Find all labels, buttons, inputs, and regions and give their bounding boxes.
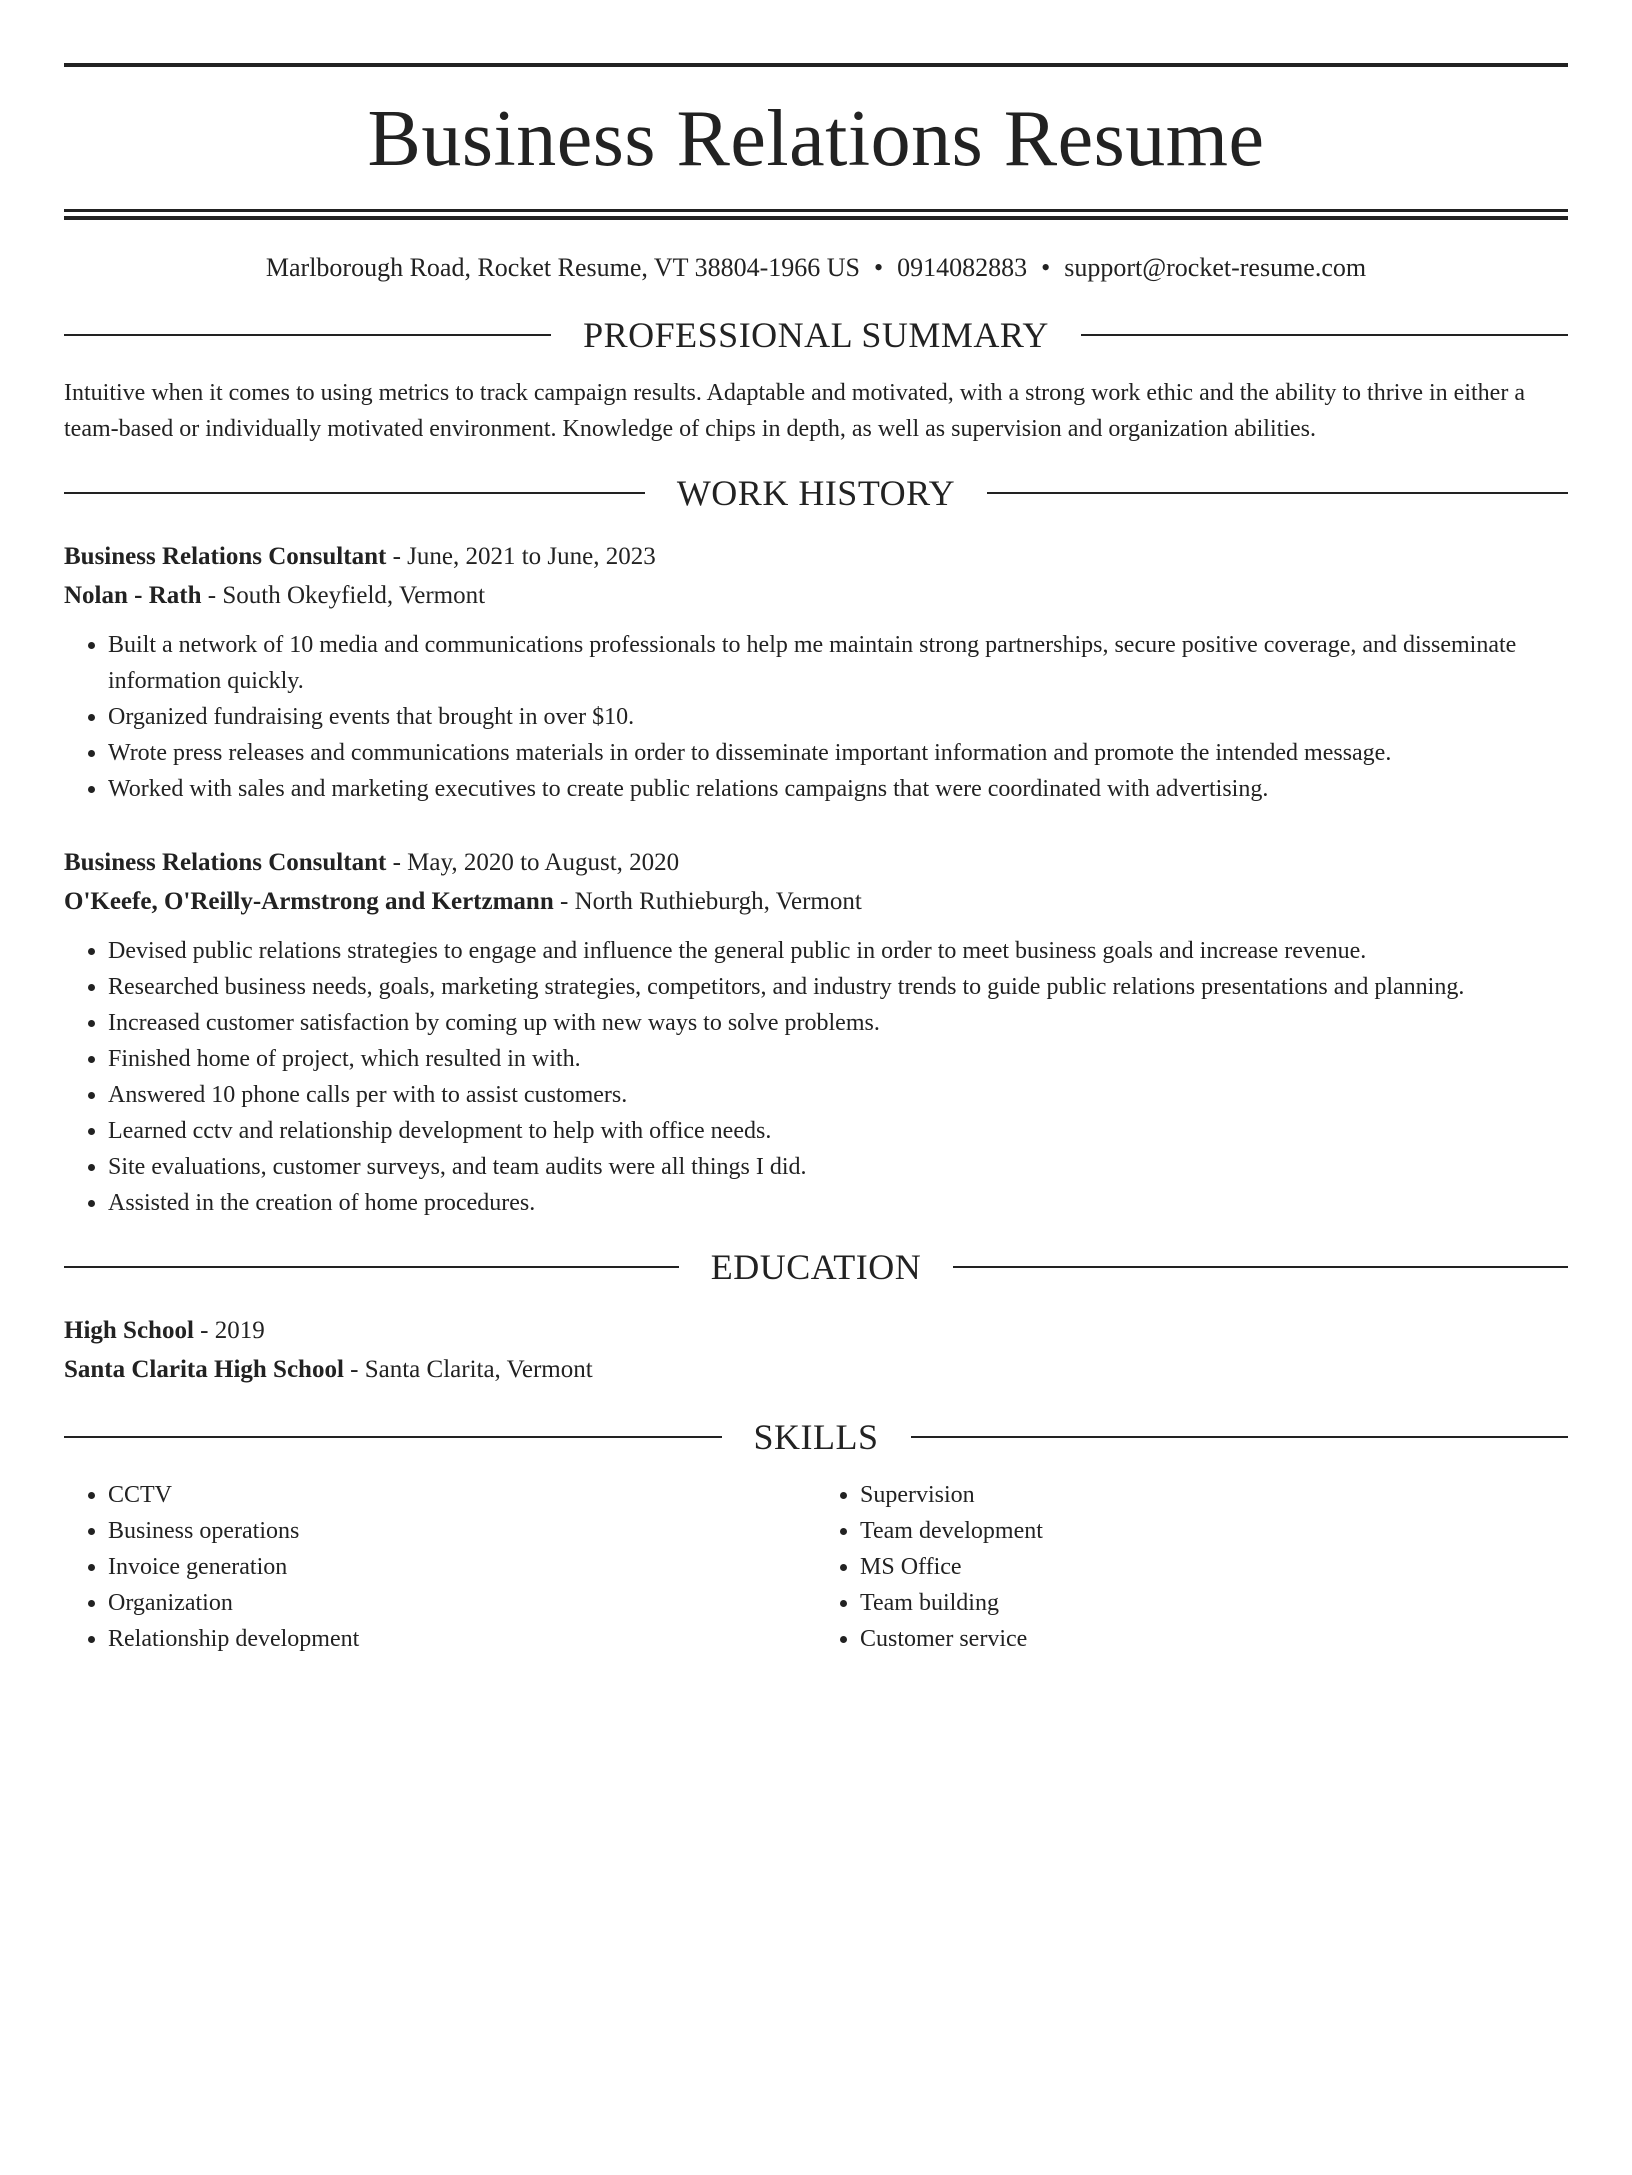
- skills-column-right: [816, 1477, 1568, 1657]
- contact-line: [64, 252, 1568, 283]
- list-item: • Researched business needs, goals, marketing strategies, competitors, and industry trends to guide public relations presentations and planning.: [108, 969, 1568, 1005]
- title-double-rule: [64, 209, 1568, 220]
- job-entry: [64, 843, 1568, 1221]
- section-title: WORK HISTORY: [676, 473, 956, 514]
- education-school-line: Santa Clarita High School - Santa Clarita, Vermont: [64, 1356, 593, 1384]
- section-heading-work: [64, 473, 1568, 514]
- heading-rule: [987, 492, 1568, 494]
- list-item: • Devised public relations strategies to engage and influence the general public in order to meet business goals and increase revenue.: [108, 933, 1568, 969]
- skill-item: • CCTV: [108, 1477, 816, 1513]
- job-dates: June, 2021 to June, 2023: [407, 543, 656, 571]
- education-entry: [64, 1311, 1568, 1389]
- heading-rule: [953, 1266, 1568, 1268]
- contact-phone: 0914082883: [897, 253, 1028, 282]
- section-title: PROFESSIONAL SUMMARY: [583, 315, 1049, 356]
- list-item: • Built a network of 10 media and communications professionals to help me maintain strong partnerships, secure positive coverage, and disseminate information quickly.: [108, 627, 1568, 699]
- job-location: North Ruthieburgh, Vermont: [574, 888, 862, 916]
- skill-item: • Invoice generation: [108, 1549, 816, 1585]
- education-degree-line: High School - 2019: [64, 1317, 265, 1345]
- list-item: • Site evaluations, customer surveys, and team audits were all things I did.: [108, 1149, 1568, 1185]
- education-degree: High School: [64, 1317, 194, 1345]
- skills-grid: [64, 1477, 1568, 1657]
- list-item: • Increased customer satisfaction by coming up with new ways to solve problems.: [108, 1005, 1568, 1041]
- job-company-line: O'Keefe, O'Reilly-Armstrong and Kertzmann - North Ruthieburgh, Vermont: [64, 888, 862, 916]
- heading-rule: [1081, 334, 1568, 336]
- list-item: • Worked with sales and marketing executives to create public relations campaigns that were coordinated with advertising.: [108, 771, 1568, 807]
- skill-item: • Business operations: [108, 1513, 816, 1549]
- skill-item: • Supervision: [860, 1477, 1568, 1513]
- section-title: SKILLS: [753, 1417, 879, 1458]
- list-item: • Assisted in the creation of home procedures.: [108, 1185, 1568, 1221]
- skill-item: • Organization: [108, 1585, 816, 1621]
- skill-item: • Team building: [860, 1585, 1568, 1621]
- heading-rule: [64, 334, 551, 336]
- job-company-line: Nolan - Rath - South Okeyfield, Vermont: [64, 582, 486, 610]
- job-bullets: [64, 627, 1568, 807]
- contact-address: Marlborough Road, Rocket Resume, VT 38804-1966 US: [265, 253, 860, 282]
- job-title: Business Relations Consultant: [64, 543, 387, 571]
- section-heading-skills: [64, 1417, 1568, 1458]
- heading-rule: [911, 1436, 1569, 1438]
- job-title-line: Business Relations Consultant - June, 2021 to June, 2023: [64, 543, 656, 571]
- skill-item: • Relationship development: [108, 1621, 816, 1657]
- job-bullets: [64, 933, 1568, 1221]
- skill-item: • Customer service: [860, 1621, 1568, 1657]
- heading-rule: [64, 1266, 679, 1268]
- section-title: EDUCATION: [710, 1247, 922, 1288]
- resume-title: Business Relations Resume: [367, 95, 1265, 183]
- list-item: • Finished home of project, which resulted in with.: [108, 1041, 1568, 1077]
- job-title: Business Relations Consultant: [64, 849, 387, 877]
- skill-item: • Team development: [860, 1513, 1568, 1549]
- top-rule: [64, 63, 1568, 67]
- heading-rule: [64, 1436, 722, 1438]
- list-item: • Answered 10 phone calls per with to assist customers.: [108, 1077, 1568, 1113]
- skill-item: • MS Office: [860, 1549, 1568, 1585]
- job-dates: May, 2020 to August, 2020: [407, 849, 680, 877]
- summary-text: Intuitive when it comes to using metrics to track campaign results. Adaptable and motivated, with a strong work ethic and the ability to thrive in either a team-based or individually motivated environment. Knowledge of chips in depth, as well as supervision and organization abilities.: [64, 380, 1525, 443]
- resume-page: [0, 63, 1632, 2175]
- section-heading-education: [64, 1247, 1568, 1288]
- education-school: Santa Clarita High School: [64, 1356, 344, 1384]
- job-location: South Okeyfield, Vermont: [222, 582, 486, 610]
- contact-separator: •: [1041, 253, 1051, 282]
- contact-email[interactable]: support@rocket-resume.com: [1064, 253, 1367, 282]
- job-entry: [64, 537, 1568, 807]
- job-company: O'Keefe, O'Reilly-Armstrong and Kertzmann: [64, 888, 554, 916]
- section-heading-summary: [64, 315, 1568, 356]
- skills-column-left: [64, 1477, 816, 1657]
- list-item: • Learned cctv and relationship development to help with office needs.: [108, 1113, 1568, 1149]
- list-item: • Wrote press releases and communications materials in order to disseminate important information and promote the intended message.: [108, 735, 1568, 771]
- education-year: 2019: [214, 1317, 265, 1345]
- education-location: Santa Clarita, Vermont: [364, 1356, 593, 1384]
- contact-separator: •: [873, 253, 884, 282]
- job-title-line: Business Relations Consultant - May, 2020 to August, 2020: [64, 849, 680, 877]
- heading-rule: [64, 492, 645, 494]
- list-item: • Organized fundraising events that brought in over $10.: [108, 699, 1568, 735]
- job-company: Nolan - Rath: [64, 582, 202, 610]
